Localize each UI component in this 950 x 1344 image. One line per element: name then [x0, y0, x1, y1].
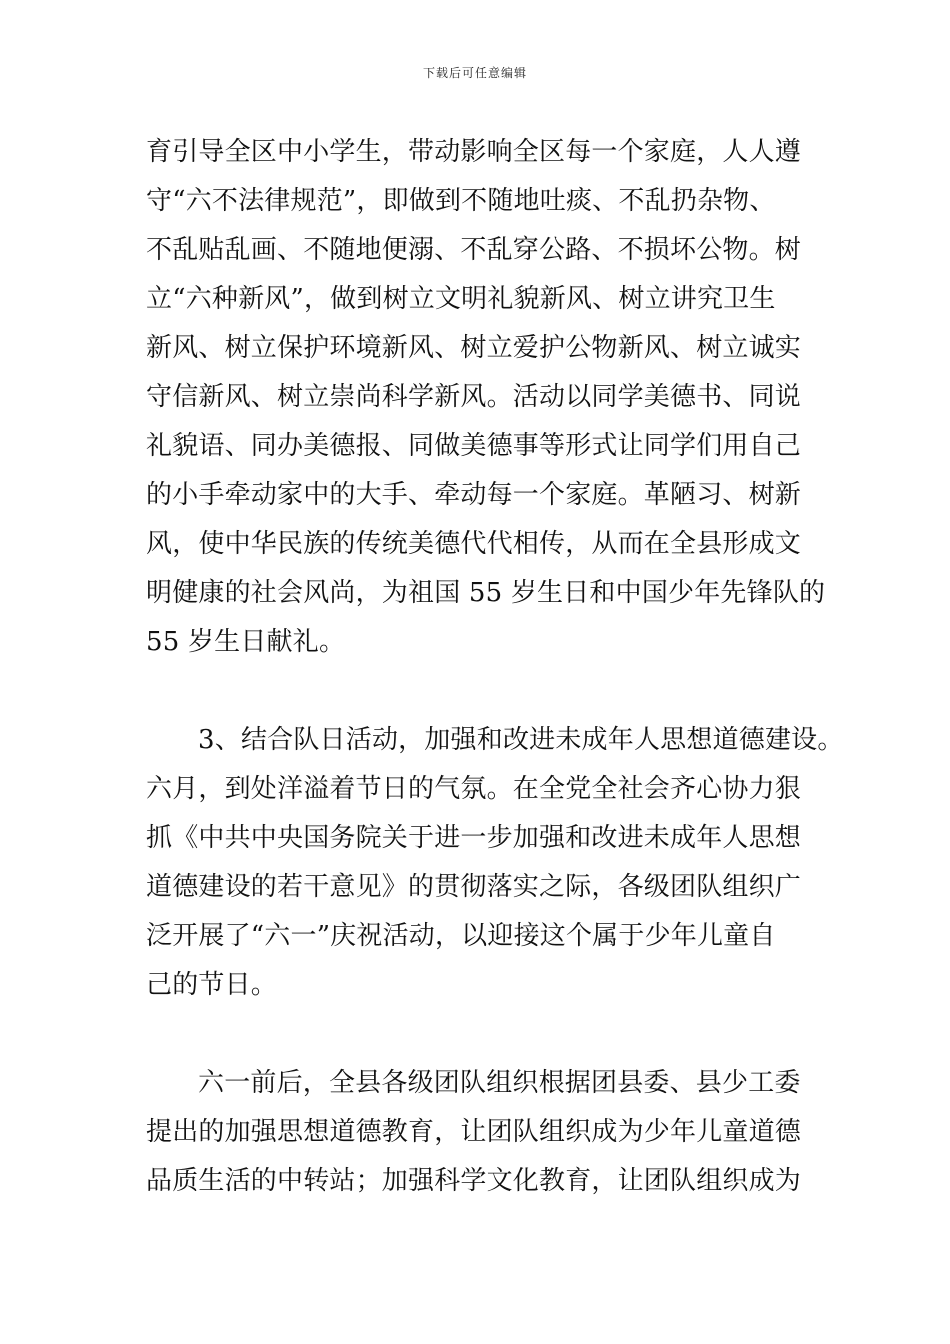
- paragraph-line: 不乱贴乱画、不随地便溺、不乱穿公路、不损坏公物。树: [146, 235, 802, 265]
- paragraph-line: 六一前后，全县各级团队组织根据团县委、县少工委: [198, 1068, 801, 1098]
- paragraph-line: 风，使中华民族的传统美德代代相传，从而在全县形成文: [146, 529, 802, 559]
- paragraph-line: 提出的加强思想道德教育，让团队组织成为少年儿童道德: [146, 1117, 802, 1147]
- paragraph-line: 55 岁生日献礼。: [146, 627, 346, 657]
- paragraph-line: 礼貌语、同办美德报、同做美德事等形式让同学们用自己: [146, 431, 802, 461]
- paragraph-line: 3、结合队日活动，加强和改进未成年人思想道德建设。: [198, 725, 844, 755]
- paragraph-line: 道德建设的若干意见》的贯彻落实之际，各级团队组织广: [146, 872, 802, 902]
- paragraph-spacer: [146, 667, 806, 716]
- paragraph-2: [146, 716, 844, 1010]
- document-body: [146, 128, 844, 1206]
- paragraph-spacer: [146, 1010, 806, 1059]
- paragraph-line: 己的节日。: [146, 970, 278, 1000]
- paragraph-1: [146, 128, 826, 667]
- paragraph-line: 品质生活的中转站；加强科学文化教育，让团队组织成为: [146, 1166, 802, 1196]
- header-note: 下载后可任意编辑: [422, 66, 527, 80]
- paragraph-line: 六月，到处洋溢着节日的气氛。在全党全社会齐心协力狠: [146, 774, 802, 804]
- paragraph-line: 明健康的社会风尚，为祖国 55 岁生日和中国少年先锋队的: [146, 578, 826, 608]
- paragraph-line: 新风、树立保护环境新风、树立爱护公物新风、树立诚实: [146, 333, 802, 363]
- paragraph-line: 育引导全区中小学生，带动影响全区每一个家庭，人人遵: [146, 137, 802, 167]
- paragraph-line: 泛开展了“六一”庆祝活动，以迎接这个属于少年儿童自: [146, 921, 776, 951]
- paragraph-line: 守信新风、树立崇尚科学新风。活动以同学美德书、同说: [146, 382, 802, 412]
- paragraph-3: [146, 1059, 806, 1206]
- paragraph-line: 的小手牵动家中的大手、牵动每一个家庭。革陋习、树新: [146, 480, 802, 510]
- paragraph-line: 抓《中共中央国务院关于进一步加强和改进未成年人思想: [146, 823, 802, 853]
- paragraph-line: 守“六不法律规范”，即做到不随地吐痰、不乱扔杂物、: [146, 186, 776, 216]
- paragraph-line: 立“六种新风”，做到树立文明礼貌新风、树立讲究卫生: [146, 284, 776, 314]
